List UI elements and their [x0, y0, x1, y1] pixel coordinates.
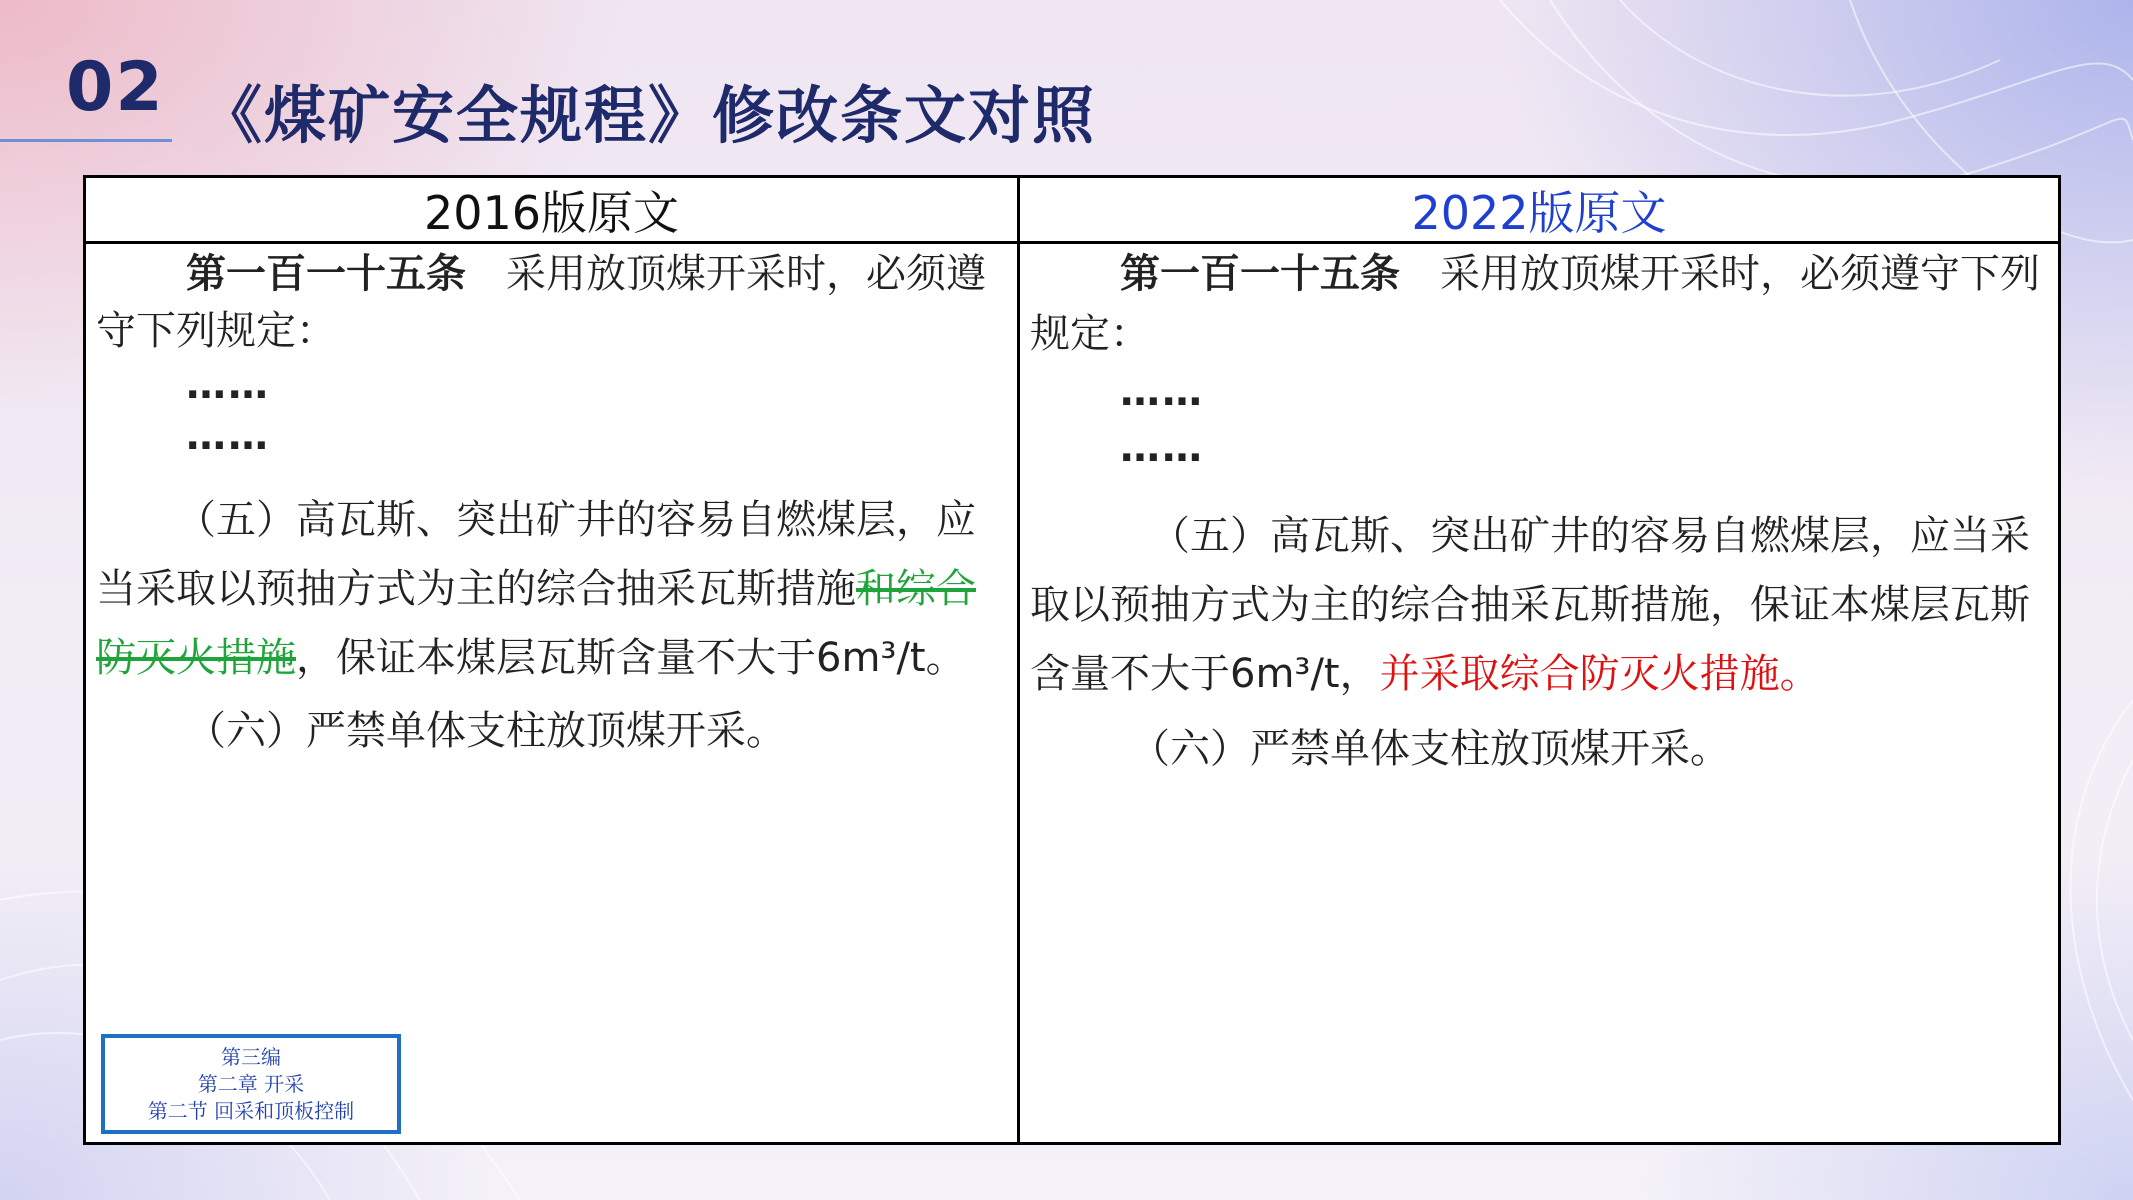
article-intro-text: 采用放顶煤开采时，必须遵守下列规定：: [1030, 251, 2040, 357]
ellipsis-line: ……: [1120, 425, 1204, 471]
article-number: 第一百一十五条: [186, 251, 466, 297]
article-intro-2022: [1030, 244, 2046, 364]
chapter-chapter: 第二章 开采: [197, 1071, 305, 1096]
column-body-2022: [1020, 244, 2058, 1142]
slide-number: 02: [66, 48, 165, 127]
page-title: 《煤矿安全规程》修改条文对照: [200, 79, 1097, 152]
comparison-table: [83, 175, 2061, 1145]
article-intro-text: 采用放顶煤开采时，必须遵守下列规定：: [96, 251, 986, 354]
ellipsis-line: ……: [186, 362, 270, 408]
item-5-2022: （五）高瓦斯、突出矿井的容易自燃煤层，应当采取以预抽方式为主的综合抽采瓦斯措施，保证本煤层瓦斯含量不大于6m³/t，并采取综合防灭火措施。: [1030, 513, 2030, 697]
column-heading-2016: 2016版原文: [86, 178, 1020, 244]
ellipsis-line: ……: [186, 413, 270, 459]
chapter-section: 第二节 回采和顶板控制: [147, 1098, 355, 1123]
column-heading-2022: 2022版原文: [1020, 178, 2058, 244]
item-6-2022: （六）严禁单体支柱放顶煤开采。: [1130, 726, 1730, 772]
added-text: 并采取综合防灭火措施。: [1379, 651, 1820, 697]
chapter-part: 第三编: [221, 1044, 281, 1069]
deleted-text: 和综合防灭火措施: [96, 566, 976, 681]
ellipsis-line: ……: [1120, 369, 1204, 415]
column-body-2016: [86, 244, 1020, 1142]
slide-number-underline: [0, 139, 172, 142]
item-6-2016: （六）严禁单体支柱放顶煤开采。: [186, 708, 786, 754]
item-5-2016: （五）高瓦斯、突出矿井的容易自燃煤层，应当采取以预抽方式为主的综合抽采瓦斯措施和综合防灭火措施，保证本煤层瓦斯含量不大于6m³/t。: [96, 497, 976, 681]
article-intro-2016: [96, 246, 1005, 360]
article-number: 第一百一十五条: [1120, 251, 1400, 297]
chapter-reference-box: [101, 1034, 401, 1134]
